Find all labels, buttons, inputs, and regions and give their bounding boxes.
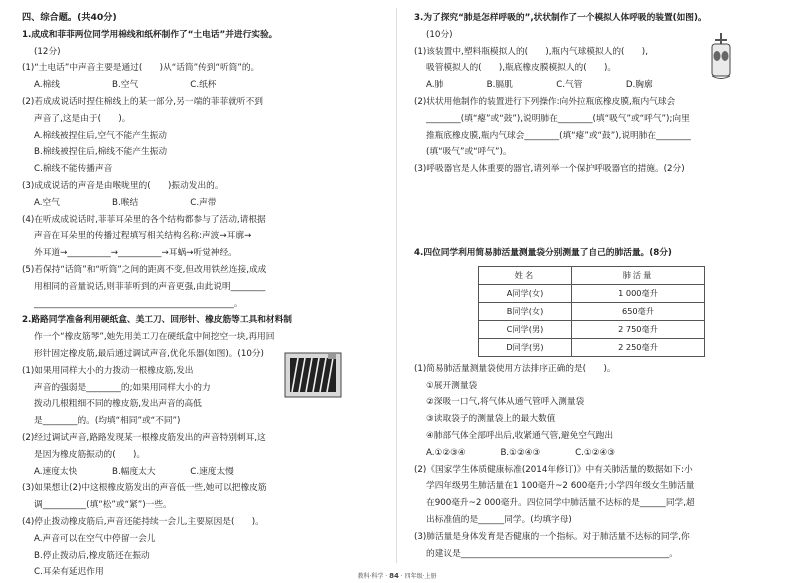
q4-sub2-cont3: 出标准值的是______同学。(均填字母) xyxy=(426,514,572,525)
q4-sub3: (3)肺活量是身体发育是否健康的一个指标。对于肺活量不达标的同学,你 xyxy=(414,531,690,542)
q4-sub2: (2)《国家学生体质健康标准(2014年修订)》中有关肺活量的数据如下:小 xyxy=(414,464,693,475)
section-title: 四、综合题。(共40分) xyxy=(22,12,117,23)
q4-sub2-cont1: 学四年级男生肺活量在1 100毫升~2 600毫升;小学四年级女生肺活量 xyxy=(426,481,695,492)
q4-sub3-cont: 的建议是________________________________________________。 xyxy=(426,548,678,559)
q4-step-1: ①展开测量袋 xyxy=(426,380,478,391)
q3-sub2: (2)状状用他制作的装置进行下列操作:向外拉瓶底橡皮膜,瓶内气球会 xyxy=(414,96,676,107)
q2-sub2-cont: 是因为橡皮筋振动的( )。 xyxy=(34,449,146,460)
q4-step-2: ②深吸一口气,将气体从通气管呼入测量袋 xyxy=(426,397,585,408)
table-header-capacity: 肺活量 xyxy=(572,266,705,284)
question-3-stem: 3.为了探究“肺是怎样呼吸的”,状状制作了一个模拟人体呼吸的装置(如图)。 xyxy=(414,13,707,23)
table-row xyxy=(479,284,705,302)
q1-sub1-options: A.棉线 B.空气 C.纸杯 xyxy=(34,80,217,91)
q1-sub3: (3)成成说话的声音是由喉咙里的( )振动发出的。 xyxy=(22,180,224,191)
q2-sub1-cont2: 拨动几根粗细不同的橡皮筋,发出声音的高低 xyxy=(34,399,202,410)
q1-sub2-option-a: A.棉线被捏住后,空气不能产生振动 xyxy=(34,130,167,141)
footer-grade: 四年级·上册 xyxy=(404,573,437,580)
q1-sub4: (4)在听成成说话时,菲菲耳朵里的各个结构都参与了活动,请根据 xyxy=(22,214,266,225)
table-row xyxy=(479,338,705,356)
question-1-stem: 1.成成和菲菲两位同学用棉线和纸杯制作了“土电话”并进行实验。 xyxy=(22,29,278,40)
q1-sub2-option-b: B.棉线被捏住后,棉线不能产生振动 xyxy=(34,147,168,158)
q4-sub2-cont2: 在900毫升~2 000毫升。四位同学中肺活量不达标的是______同学,超 xyxy=(426,498,695,509)
q3-sub1: (1)该装置中,塑料瓶模拟人的( ),瓶内气球模拟人的( ), xyxy=(414,46,648,57)
q4-sub1: (1)简易肺活量测量袋使用方法排序正确的是( )。 xyxy=(414,363,616,374)
q3-sub2-cont2: 推瓶底橡皮膜,瓶内气球会________(填“瘪”或“鼓”),说明肺在________ xyxy=(426,130,691,141)
table-cell: 1 000毫升 xyxy=(572,284,705,302)
q1-sub4-cont: 声音在耳朵里的传播过程填写相关结构名称:声波→耳廓→ xyxy=(34,231,252,242)
question-2-stem: 2.路路同学准备利用硬纸盒、美工刀、回形针、橡皮筋等工具和材料制 xyxy=(22,315,292,326)
q4-step-4: ④肺部气体全部呼出后,收紧通气管,避免空气跑出 xyxy=(426,430,614,441)
q1-sub5-cont: 用相同的音量说话,则菲菲听到的声音更强,由此说明________ xyxy=(34,281,266,292)
q2-sub1-cont3: 是________的。(均填“相同”或“不同”) xyxy=(34,416,181,427)
table-cell: 2 250毫升 xyxy=(572,338,705,356)
table-cell: 650毫升 xyxy=(572,302,705,320)
question-3-points: (10分) xyxy=(426,29,453,40)
page-footer: 教科·科学 · 84 · 四年级·上册 xyxy=(357,572,437,580)
table-row xyxy=(479,320,705,338)
q1-sub3-options: A.空气 B.喉结 C.声带 xyxy=(34,197,217,208)
lung-capacity-table xyxy=(478,266,705,357)
right-column xyxy=(414,10,774,562)
q3-sub3: (3)呼吸器官是人体重要的器官,请列举一个保护呼吸器官的措施。(2分) xyxy=(414,164,685,175)
answer-space xyxy=(414,178,774,245)
q2-stem-cont2: 形针固定橡皮筋,最后通过调试声音,优化乐器(如图)。(10分) xyxy=(34,348,264,359)
q2-sub2: (2)经过调试声音,路路发现某一根橡皮筋发出的声音特别刺耳,这 xyxy=(22,432,266,443)
table-header-name: 姓名 xyxy=(479,266,572,284)
q1-sub2-option-c: C.棉线不能传播声音 xyxy=(34,164,113,175)
left-column xyxy=(22,10,384,581)
question-1-points: (12分) xyxy=(34,46,61,57)
q1-sub1: (1)“土电话”中声音主要是通过( )从“话筒”传到“听筒”的。 xyxy=(22,63,260,74)
footer-page-number: 84 xyxy=(389,572,399,580)
footer-subject: 教科·科学 xyxy=(357,573,384,580)
q2-stem-cont1: 作一个“橡皮筋琴”,她先用美工刀在硬纸盒中间挖空一块,再用回 xyxy=(34,332,275,343)
table-row xyxy=(479,302,705,320)
q4-step-3: ③读取袋子的测量袋上的最大数值 xyxy=(426,414,556,425)
q2-sub4-option-b: B.停止拨动后,橡皮筋还在振动 xyxy=(34,550,150,561)
q3-sub1-options: A.肺 B.膈肌 C.气管 D.胸廓 xyxy=(426,80,653,91)
q1-sub2: (2)若成成说话时捏住棉线上的某一部分,另一端的菲菲就听不到 xyxy=(22,96,263,107)
q2-sub1: (1)如果用同样大小的力拨动一根橡皮筋,发出 xyxy=(22,365,194,376)
q3-sub2-cont1: ________(填“瘪”或“鼓”),说明肺在________(填“吸气”或“呼气”);向里 xyxy=(426,113,690,124)
q2-sub4-option-a: A.声音可以在空气中停留一会儿 xyxy=(34,533,156,544)
q2-sub2-options: A.速度太快 B.幅度太大 C.速度太慢 xyxy=(34,466,234,477)
table-header-row xyxy=(479,266,705,284)
lung-capacity-table-wrap xyxy=(414,262,774,361)
breathing-model-figure xyxy=(706,32,736,82)
q2-sub3: (3)如果想让(2)中这根橡皮筋发出的声音低一些,她可以把橡皮筋 xyxy=(22,483,267,494)
question-4-stem: 4.四位同学利用简易肺活量测量袋分别测量了自己的肺活量。(8分) xyxy=(414,247,672,258)
q4-sub1-options: A.①②③④ B.①②④③ C.①②④③ xyxy=(426,447,616,458)
q3-sub1-cont: 吸管模拟人的( ),瓶底橡皮膜模拟人的( )。 xyxy=(426,63,617,74)
rubber-band-box-figure xyxy=(284,352,342,398)
table-cell: B同学(女) xyxy=(479,302,572,320)
q2-sub1-cont1: 声音的强弱是________的;如果用同样大小的力 xyxy=(34,382,211,393)
column-divider xyxy=(396,8,397,563)
table-cell: A同学(女) xyxy=(479,284,572,302)
table-cell: C同学(男) xyxy=(479,320,572,338)
q1-sub5: (5)若保持“话筒”和“听筒”之间的距离不变,但改用铁丝连接,成成 xyxy=(22,264,267,275)
q1-sub4-blank: 外耳道→__________→__________→耳蜗→听觉神经。 xyxy=(34,248,237,259)
q2-sub3-cont: 调__________(填“松”或“紧”)一些。 xyxy=(34,500,172,511)
table-cell: D同学(男) xyxy=(479,338,572,356)
q1-sub5-blank: ______________________________________________。 xyxy=(34,298,243,309)
q2-sub4-option-c: C.耳朵有延迟作用 xyxy=(34,567,104,578)
table-cell: 2 750毫升 xyxy=(572,320,705,338)
q1-sub2-cont: 声音了,这是由于( )。 xyxy=(34,113,131,124)
q3-sub2-cont3: (填“吸气”或“呼气”)。 xyxy=(426,147,512,158)
q2-sub4: (4)停止拨动橡皮筋后,声音还能持续一会儿,主要原因是( )。 xyxy=(22,516,264,527)
